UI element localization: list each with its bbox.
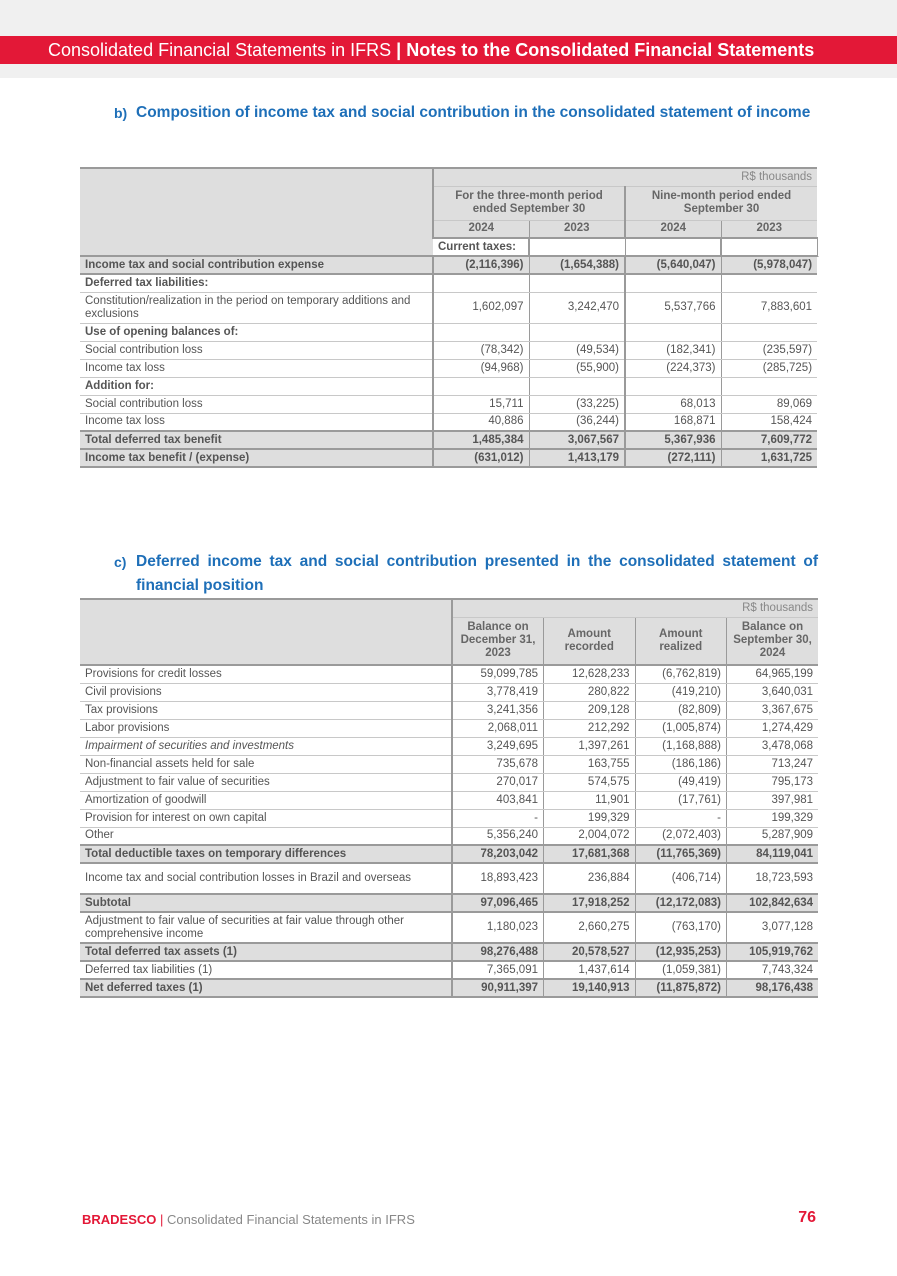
row-label: Deferred tax liabilities:: [80, 274, 433, 292]
cell: 3,249,695: [452, 737, 544, 755]
cell: 212,292: [544, 719, 636, 737]
unit-label: R$ thousands: [433, 168, 817, 186]
cell: 209,128: [544, 701, 636, 719]
section-c-title: Deferred income tax and social contribution presented in the consolidated statement of financial position: [136, 553, 818, 594]
row-label: Subtotal: [80, 894, 452, 912]
cell: (55,900): [529, 359, 625, 377]
row-label: Total deductible taxes on temporary differences: [80, 845, 452, 863]
cell: [721, 377, 817, 395]
cell: 236,884: [544, 863, 636, 894]
footer-separator: |: [156, 1212, 168, 1227]
cell: (49,534): [529, 341, 625, 359]
cell: (78,342): [433, 341, 529, 359]
row-label: Social contribution loss: [80, 341, 433, 359]
cell: (763,170): [635, 912, 727, 943]
row-label: Other: [80, 827, 452, 845]
row-label: Income tax loss: [80, 413, 433, 431]
year-header: 2023: [529, 220, 625, 238]
page-number: 76: [798, 1209, 816, 1226]
cell: 17,681,368: [544, 845, 636, 863]
cell: 5,287,909: [727, 827, 819, 845]
cell: 199,329: [727, 809, 819, 827]
column-header: Amount recorded: [544, 617, 636, 665]
table-row: [80, 912, 818, 943]
cell: (419,210): [635, 683, 727, 701]
top-band: [0, 0, 897, 36]
nine-month-header: Nine-month period ended September 30: [625, 186, 817, 220]
cell: (272,111): [625, 449, 721, 467]
cell: (33,225): [529, 395, 625, 413]
table-row: [80, 961, 818, 979]
cell: [625, 238, 721, 256]
cell: 280,822: [544, 683, 636, 701]
cell: 7,883,601: [721, 292, 817, 323]
cell: 5,356,240: [452, 827, 544, 845]
cell: 1,631,725: [721, 449, 817, 467]
header-doc-title: Consolidated Financial Statements in IFRS: [48, 40, 392, 60]
cell: 1,485,384: [433, 431, 529, 449]
unit-label: R$ thousands: [452, 599, 818, 617]
cell: [529, 238, 625, 256]
cell: 403,841: [452, 791, 544, 809]
cell: [625, 323, 721, 341]
table-row: [80, 845, 818, 863]
cell: 713,247: [727, 755, 819, 773]
cell: 1,437,614: [544, 961, 636, 979]
cell: 5,537,766: [625, 292, 721, 323]
cell: [529, 377, 625, 395]
column-header: Balance on December 31, 2023: [452, 617, 544, 665]
row-label: Impairment of securities and investments: [80, 737, 452, 755]
cell: 270,017: [452, 773, 544, 791]
table-row: [80, 292, 818, 323]
section-c-heading: [114, 550, 818, 598]
cell: (49,419): [635, 773, 727, 791]
header-blank-cell: [80, 599, 452, 665]
cell: 3,067,567: [529, 431, 625, 449]
cell: 7,743,324: [727, 961, 819, 979]
table-row: [80, 413, 818, 431]
page-header: [0, 36, 897, 64]
table-row: [80, 719, 818, 737]
table-row: [80, 323, 818, 341]
cell: 20,578,527: [544, 943, 636, 961]
cell: 59,099,785: [452, 665, 544, 683]
cell: (406,714): [635, 863, 727, 894]
cell: 68,013: [625, 395, 721, 413]
cell: (285,725): [721, 359, 817, 377]
row-label: Non-financial assets held for sale: [80, 755, 452, 773]
cell: 168,871: [625, 413, 721, 431]
row-label: Social contribution loss: [80, 395, 433, 413]
income-tax-composition-table: [80, 167, 818, 468]
cell: 12,628,233: [544, 665, 636, 683]
cell: 3,778,419: [452, 683, 544, 701]
row-label: Use of opening balances of:: [80, 323, 433, 341]
cell: (224,373): [625, 359, 721, 377]
table-row: [80, 701, 818, 719]
row-label: Total deferred tax assets (1): [80, 943, 452, 961]
table-row: [80, 341, 818, 359]
year-header: 2024: [625, 220, 721, 238]
cell: [433, 274, 529, 292]
cell: 17,918,252: [544, 894, 636, 912]
cell: (2,116,396): [433, 256, 529, 274]
header-blank-cell: [80, 168, 433, 256]
cell: 97,096,465: [452, 894, 544, 912]
cell: (11,875,872): [635, 979, 727, 997]
cell: 1,602,097: [433, 292, 529, 323]
cell: [433, 323, 529, 341]
cell: 1,397,261: [544, 737, 636, 755]
table-row: [80, 449, 818, 467]
cell: (94,968): [433, 359, 529, 377]
cell: 105,919,762: [727, 943, 819, 961]
cell: 2,004,072: [544, 827, 636, 845]
cell: (11,765,369): [635, 845, 727, 863]
cell: 40,886: [433, 413, 529, 431]
table-row: [80, 863, 818, 894]
cell: 3,241,356: [452, 701, 544, 719]
section-b-title: Composition of income tax and social contribution in the consolidated statement of income: [136, 104, 811, 121]
header-section-title: Notes to the Consolidated Financial Statements: [406, 40, 815, 60]
table-row: [80, 665, 818, 683]
row-label: Labor provisions: [80, 719, 452, 737]
row-label: Addition for:: [80, 377, 433, 395]
cell: (631,012): [433, 449, 529, 467]
sub-band: [0, 64, 897, 78]
row-label: Net deferred taxes (1): [80, 979, 452, 997]
cell: (182,341): [625, 341, 721, 359]
cell: 90,911,397: [452, 979, 544, 997]
cell: 3,367,675: [727, 701, 819, 719]
cell: (82,809): [635, 701, 727, 719]
column-header: Balance on September 30, 2024: [727, 617, 819, 665]
cell: (12,172,083): [635, 894, 727, 912]
table-row: [80, 256, 818, 274]
footer-brand: BRADESCO: [82, 1212, 157, 1227]
cell: (186,186): [635, 755, 727, 773]
cell: (1,005,874): [635, 719, 727, 737]
cell: 64,965,199: [727, 665, 819, 683]
cell: 98,176,438: [727, 979, 819, 997]
cell: (5,978,047): [721, 256, 817, 274]
section-c-letter: c): [114, 554, 127, 570]
table-row: [80, 377, 818, 395]
deferred-tax-table: [80, 598, 818, 998]
cell: [625, 274, 721, 292]
table-row: [80, 943, 818, 961]
row-label: Income tax benefit / (expense): [80, 449, 433, 467]
cell: 102,842,634: [727, 894, 819, 912]
cell: [721, 323, 817, 341]
table-row: [80, 791, 818, 809]
table-row: [80, 773, 818, 791]
cell: -: [635, 809, 727, 827]
row-label: Provision for interest on own capital: [80, 809, 452, 827]
cell: (17,761): [635, 791, 727, 809]
table-row: [80, 431, 818, 449]
table-row: [80, 827, 818, 845]
cell: 5,367,936: [625, 431, 721, 449]
cell: 7,365,091: [452, 961, 544, 979]
cell: 15,711: [433, 395, 529, 413]
footer-doc-title: Consolidated Financial Statements in IFRS: [167, 1212, 415, 1227]
cell: 18,893,423: [452, 863, 544, 894]
row-label: Provisions for credit losses: [80, 665, 452, 683]
cell: -: [452, 809, 544, 827]
row-label: Current taxes:: [433, 238, 529, 256]
cell: 3,077,128: [727, 912, 819, 943]
row-label: Civil provisions: [80, 683, 452, 701]
cell: 1,180,023: [452, 912, 544, 943]
cell: [529, 274, 625, 292]
row-label: Income tax and social contribution losses in Brazil and overseas: [80, 863, 452, 894]
cell: [721, 274, 817, 292]
table-row: [80, 894, 818, 912]
table-row: [80, 274, 818, 292]
cell: [625, 377, 721, 395]
table-row: [80, 395, 818, 413]
cell: (5,640,047): [625, 256, 721, 274]
year-header: 2023: [721, 220, 817, 238]
cell: 98,276,488: [452, 943, 544, 961]
row-label: Adjustment to fair value of securities at fair value through other comprehensive income: [80, 912, 452, 943]
row-label: Total deferred tax benefit: [80, 431, 433, 449]
row-label: Adjustment to fair value of securities: [80, 773, 452, 791]
column-header: Amount realized: [635, 617, 727, 665]
cell: (6,762,819): [635, 665, 727, 683]
table-row: [80, 737, 818, 755]
cell: 397,981: [727, 791, 819, 809]
row-label: Income tax loss: [80, 359, 433, 377]
year-header: 2024: [433, 220, 529, 238]
cell: 3,478,068: [727, 737, 819, 755]
cell: 18,723,593: [727, 863, 819, 894]
cell: (36,244): [529, 413, 625, 431]
section-b-letter: b): [114, 105, 128, 121]
cell: 2,660,275: [544, 912, 636, 943]
table-row: [80, 755, 818, 773]
cell: 7,609,772: [721, 431, 817, 449]
three-month-header: For the three-month period ended September 30: [433, 186, 625, 220]
cell: 574,575: [544, 773, 636, 791]
table-row: [80, 809, 818, 827]
row-label: Income tax and social contribution expense: [80, 256, 433, 274]
cell: [721, 238, 817, 256]
cell: (1,168,888): [635, 737, 727, 755]
cell: 84,119,041: [727, 845, 819, 863]
cell: [817, 238, 818, 256]
cell: 163,755: [544, 755, 636, 773]
cell: 3,640,031: [727, 683, 819, 701]
section-b-heading: [114, 101, 818, 125]
cell: (12,935,253): [635, 943, 727, 961]
page-footer: [82, 1212, 415, 1227]
cell: 11,901: [544, 791, 636, 809]
cell: 1,274,429: [727, 719, 819, 737]
row-label: Constitution/realization in the period on temporary additions and exclusions: [80, 292, 433, 323]
cell: 1,413,179: [529, 449, 625, 467]
cell: 19,140,913: [544, 979, 636, 997]
row-label: Tax provisions: [80, 701, 452, 719]
cell: 795,173: [727, 773, 819, 791]
cell: (1,654,388): [529, 256, 625, 274]
row-label: Amortization of goodwill: [80, 791, 452, 809]
cell: [529, 323, 625, 341]
cell: 78,203,042: [452, 845, 544, 863]
header-separator: |: [391, 40, 407, 60]
row-label: Deferred tax liabilities (1): [80, 961, 452, 979]
cell: [433, 377, 529, 395]
table-row: [80, 359, 818, 377]
cell: (1,059,381): [635, 961, 727, 979]
cell: (235,597): [721, 341, 817, 359]
cell: 735,678: [452, 755, 544, 773]
cell: 89,069: [721, 395, 817, 413]
cell: 158,424: [721, 413, 817, 431]
cell: 2,068,011: [452, 719, 544, 737]
cell: (2,072,403): [635, 827, 727, 845]
cell: 3,242,470: [529, 292, 625, 323]
table-row: [80, 979, 818, 997]
table-row: [80, 683, 818, 701]
cell: 199,329: [544, 809, 636, 827]
